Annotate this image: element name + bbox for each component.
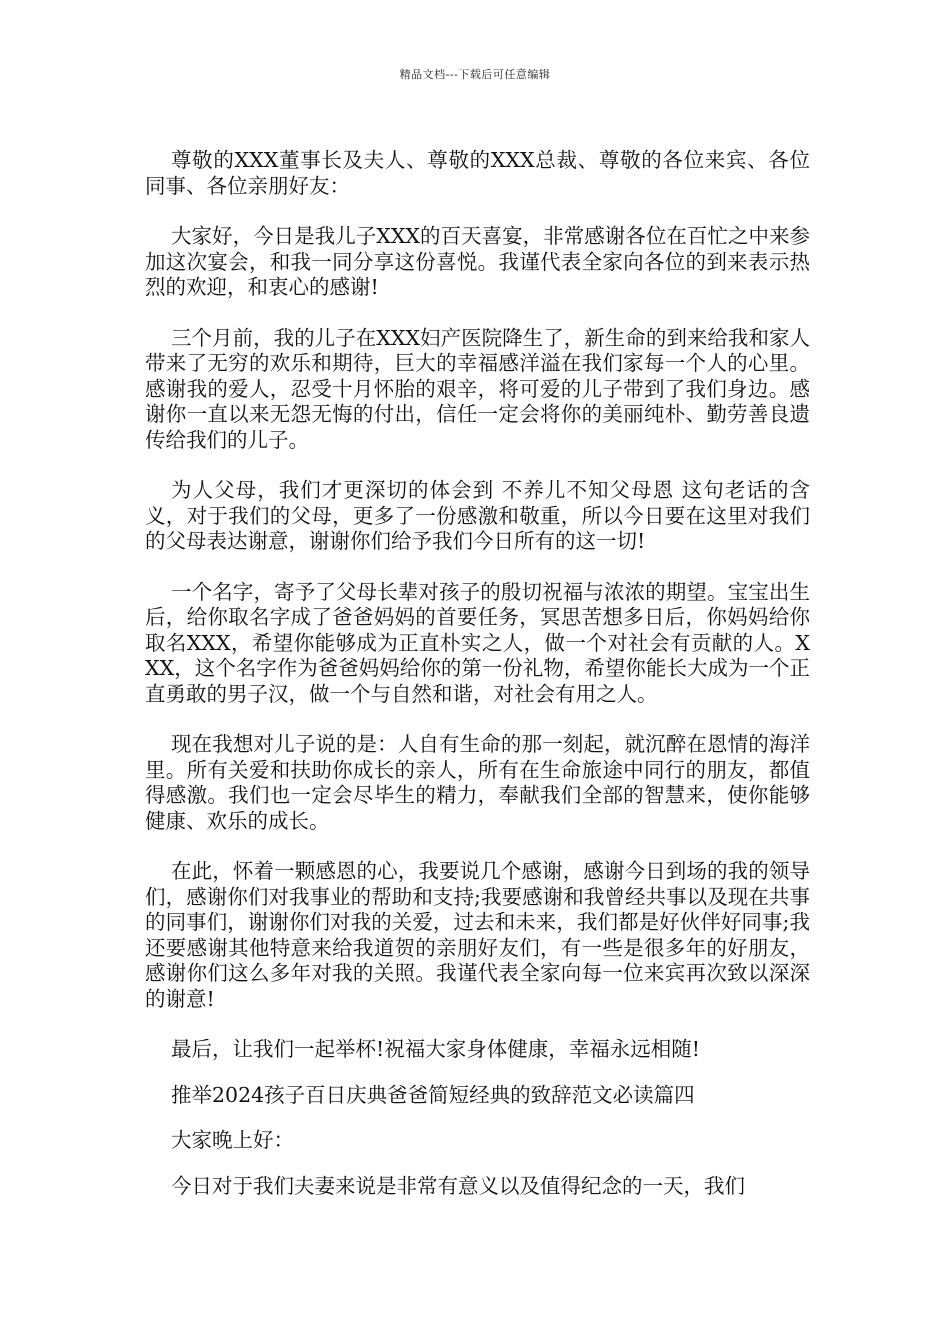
paragraph-birth: 三个月前，我的儿子在XXX妇产医院降生了，新生命的到来给我和家人带来了无穷的欢乐和期待，巨大的幸福感洋溢在我们家每一个人的心里。感谢我的爱人，忍受十月怀胎的艰辛，将可爱的儿子带到了我们身边。感谢你一直以来无怨无悔的付出，信任一定会将你的美丽纯朴、勤劳善良遗传给我们的儿子。 xyxy=(145,325,810,452)
paragraph-opening: 今日对于我们夫妻来说是非常有意义以及值得纪念的一天，我们 xyxy=(171,1173,745,1198)
paragraph-name: 一个名字，寄予了父母长辈对孩子的殷切祝福与浓浓的期望。宝宝出生后，给你取名字成了爸爸妈妈的首要任务，冥思苦想多日后，你妈妈给你取名XXX，希望你能够成为正直朴实之人，做一个对社会有贡献的人。XXX，这个名字作为爸爸妈妈给你的第一份礼物，希望你能长大成为一个正直勇敢的男子汉，做一个与自然和谐，对社会有用之人。 xyxy=(145,579,810,706)
document-body xyxy=(145,148,810,1224)
paragraph-salutation: 尊敬的XXX董事长及夫人、尊敬的XXX总裁、尊敬的各位来宾、各位同事、各位亲朋好友： xyxy=(145,148,810,198)
paragraph-thanks: 在此，怀着一颗感恩的心，我要说几个感谢，感谢今日到场的我的领导们，感谢你们对我事业的帮助和支持;我要感谢和我曾经共事以及现在共事的同事们，谢谢你们对我的关爱，过去和未来，我们都是好伙伴好同事;我还要感谢其他特意来给我道贺的亲朋好友们，有一些是很多年的好朋友，感谢你们这么多年对我的关照。我谨代表全家向每一位来宾再次致以深深的谢意! xyxy=(145,859,810,1011)
section-title: 推举2024孩子百日庆典爸爸简短经典的致辞范文必读篇四 xyxy=(171,1082,695,1107)
paragraph-parents: 为人父母，我们才更深切的体会到 不养儿不知父母恩 这句老话的含义，对于我们的父母，更多了一份感激和敬重，所以今日要在这里对我们的父母表达谢意，谢谢你们给予我们今日所有的这一切! xyxy=(145,478,810,553)
page-header: 精品文档---下载后可任意编辑 xyxy=(399,68,551,81)
paragraph-to-son: 现在我想对儿子说的是：人自有生命的那一刻起，就沉醉在恩情的海洋里。所有关爱和扶助你成长的亲人，所有在生命旅途中同行的朋友，都值得感激。我们也一定会尽毕生的精力，奉献我们全部的智慧来，使你能够健康、欢乐的成长。 xyxy=(145,732,810,833)
paragraph-welcome: 大家好，今日是我儿子XXX的百天喜宴，非常感谢各位在百忙之中来参加这次宴会，和我一同分享这份喜悦。我谨代表全家向各位的到来表示热烈的欢迎，和衷心的感谢! xyxy=(145,224,810,299)
paragraph-greeting: 大家晚上好： xyxy=(171,1128,294,1152)
paragraph-toast: 最后，让我们一起举杯!祝福大家身体健康，幸福永远相随! xyxy=(171,1037,700,1061)
